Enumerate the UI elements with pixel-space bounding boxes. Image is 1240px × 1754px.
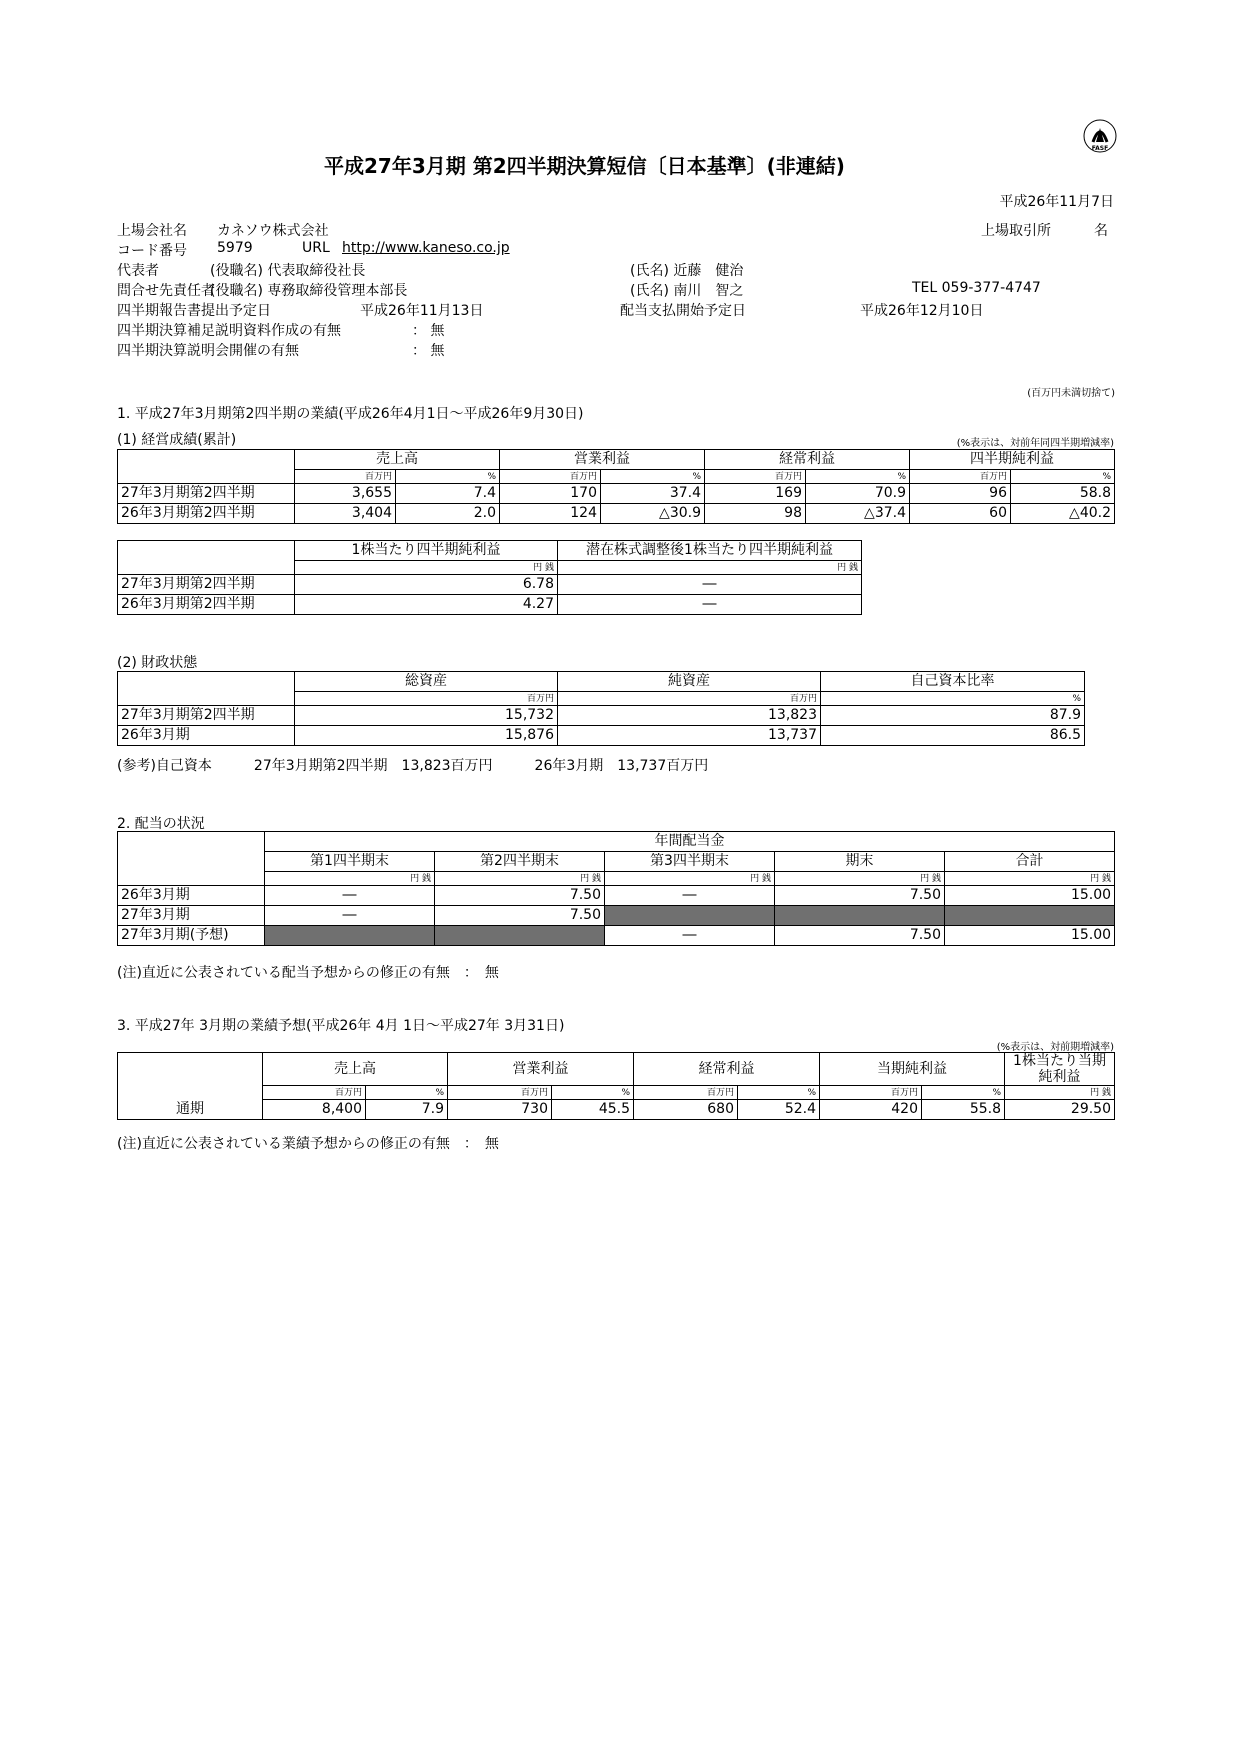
table-cell: 百万円 (295, 470, 396, 484)
contact-name: (氏名) 南川 智之 (630, 283, 744, 299)
table-cell: 百万円 (634, 1086, 738, 1100)
table-cell: 60 (910, 504, 1011, 524)
table-cell: 百万円 (558, 692, 821, 706)
rounding-note: (百万円未満切捨て) (1027, 388, 1115, 399)
table-cell (435, 926, 605, 946)
table-header-row (118, 692, 1085, 706)
header-sales: 売上高 (295, 450, 500, 470)
company-url-link[interactable]: http://www.kaneso.co.jp (342, 240, 510, 256)
table-cell: 70.9 (806, 484, 910, 504)
dividend-start-label: 配当支払開始予定日 (620, 303, 746, 319)
table-header-row (118, 672, 1085, 692)
table-cell: 420 (820, 1100, 922, 1120)
table-header-row (118, 541, 862, 561)
table-cell: 3,655 (295, 484, 396, 504)
table-cell: 37.4 (601, 484, 705, 504)
section3-note-top: (%表示は、対前期増減率) (996, 1042, 1114, 1053)
eps-table (117, 540, 862, 615)
section1-heading: 1. 平成27年3月期第2四半期の業績(平成26年4月1日～平成26年9月30日) (117, 406, 584, 422)
dividend-note: (注)直近に公表されている配当予想からの修正の有無 ： 無 (117, 965, 499, 981)
table-cell: 7.9 (366, 1100, 448, 1120)
meeting-label: 四半期決算説明会開催の有無 (117, 343, 299, 359)
header-eps-forecast-2: 純利益 (1038, 1069, 1081, 1085)
table-header-row (118, 852, 1115, 872)
table-cell: 第3四半期末 (605, 852, 775, 872)
dividend-start-date: 平成26年12月10日 (860, 303, 984, 319)
table-cell (118, 561, 295, 575)
table-cell: 第1四半期末 (265, 852, 435, 872)
table-cell (1005, 1053, 1115, 1086)
contact-title: (役職名) 専務取締役管理本部長 (210, 283, 408, 299)
table-row (118, 906, 1115, 926)
page-title: 平成27年3月期 第2四半期決算短信〔日本基準〕(非連結) (324, 154, 845, 178)
table-cell (118, 1086, 263, 1100)
table-cell: 百万円 (448, 1086, 552, 1100)
table-cell: △40.2 (1011, 504, 1115, 524)
table-cell: 15,732 (295, 706, 558, 726)
financial-position-table (117, 671, 1085, 746)
equity-reference: (参考)自己資本 27年3月期第2四半期 13,823百万円 26年3月期 13,737百万円 (117, 758, 709, 774)
table-header-row (118, 561, 862, 575)
section2-heading: 2. 配当の状況 (117, 816, 205, 832)
table-header-row (118, 872, 1115, 886)
code-value: 5979 (217, 240, 253, 256)
table-cell: 26年3月期 (118, 726, 295, 746)
table-cell (118, 541, 295, 561)
table-cell: 26年3月期第2四半期 (118, 595, 295, 615)
table-cell: 13,737 (558, 726, 821, 746)
fasf-logo (1083, 118, 1117, 154)
table-cell: 6.78 (295, 575, 558, 595)
table-cell: 円 銭 (265, 872, 435, 886)
table-cell: 26年3月期第2四半期 (118, 504, 295, 524)
supplement-value: ： 無 (412, 323, 445, 339)
table-cell: 86.5 (821, 726, 1085, 746)
table-cell: 52.4 (738, 1100, 820, 1120)
table-cell: 円 銭 (295, 561, 558, 575)
table-cell: % (601, 470, 705, 484)
table-cell (118, 832, 265, 852)
table-cell: 96 (910, 484, 1011, 504)
table-cell: ― (605, 886, 775, 906)
table-cell: 45.5 (552, 1100, 634, 1120)
rep-title: (役職名) 代表取締役社長 (210, 263, 366, 279)
table-cell: 170 (500, 484, 601, 504)
table-cell (945, 906, 1115, 926)
table-cell: 7.50 (435, 886, 605, 906)
table-cell: 売上高 (263, 1053, 448, 1086)
table-cell: 169 (705, 484, 806, 504)
table-row (118, 595, 862, 615)
contact-label: 問合せ先責任者 (117, 283, 215, 299)
report-date: 平成26年11月7日 (999, 194, 1114, 210)
table-cell: 7.4 (396, 484, 500, 504)
table-row (118, 484, 1115, 504)
report-filing-date: 平成26年11月13日 (360, 303, 484, 319)
table-cell (118, 1053, 263, 1086)
forecast-note: (注)直近に公表されている業績予想からの修正の有無 ： 無 (117, 1136, 499, 1152)
tel: TEL 059-377-4747 (912, 280, 1041, 296)
exchange-value: 名 (1094, 223, 1108, 239)
table-cell: 7.50 (435, 906, 605, 926)
header-total-assets: 総資産 (295, 672, 558, 692)
table-cell: 680 (634, 1100, 738, 1120)
table-cell: % (821, 692, 1085, 706)
header-operating-income: 営業利益 (500, 450, 705, 470)
table-cell: △37.4 (806, 504, 910, 524)
table-cell: 百万円 (500, 470, 601, 484)
table-cell: % (1011, 470, 1115, 484)
table-cell (605, 906, 775, 926)
table-cell: 27年3月期第2四半期 (118, 484, 295, 504)
table-cell: 15.00 (945, 926, 1115, 946)
table-cell (118, 692, 295, 706)
company-name: カネソウ株式会社 (217, 223, 329, 239)
exchange-label: 上場取引所 (981, 223, 1051, 239)
table-cell: % (738, 1086, 820, 1100)
table-cell: 円 銭 (558, 561, 862, 575)
table-cell: 27年3月期(予想) (118, 926, 265, 946)
table-cell: 27年3月期第2四半期 (118, 706, 295, 726)
header-eps-forecast-1: 1株当たり当期 (1013, 1053, 1106, 1069)
company-name-label: 上場会社名 (117, 223, 187, 239)
table-cell: ― (265, 886, 435, 906)
table-cell: 営業利益 (448, 1053, 634, 1086)
table-cell (118, 872, 265, 886)
table-cell: 27年3月期第2四半期 (118, 575, 295, 595)
table-header-row (118, 470, 1115, 484)
table-cell: 27年3月期 (118, 906, 265, 926)
table-cell: 4.27 (295, 595, 558, 615)
table-cell: % (366, 1086, 448, 1100)
table-cell: 百万円 (263, 1086, 366, 1100)
header-net-income: 四半期純利益 (910, 450, 1115, 470)
table-cell: 7.50 (775, 926, 945, 946)
header-eps: 1株当たり四半期純利益 (295, 541, 558, 561)
table-cell: 87.9 (821, 706, 1085, 726)
table-cell: % (552, 1086, 634, 1100)
table-row (118, 575, 862, 595)
table-cell: △30.9 (601, 504, 705, 524)
logo-text: FASF (1091, 145, 1109, 152)
table-cell: 円 銭 (435, 872, 605, 886)
rep-label: 代表者 (117, 263, 159, 279)
table-cell: % (922, 1086, 1005, 1100)
table-cell: % (396, 470, 500, 484)
forecast-table (117, 1052, 1115, 1120)
table-cell (118, 672, 295, 692)
dividend-table (117, 831, 1115, 946)
table-cell: 百万円 (295, 692, 558, 706)
table-cell: 3,404 (295, 504, 396, 524)
table-row (118, 886, 1115, 906)
table-cell: ― (558, 575, 862, 595)
table-cell: 当期純利益 (820, 1053, 1005, 1086)
table-header-row (118, 1086, 1115, 1100)
header-annual-dividend: 年間配当金 (265, 832, 1115, 852)
table-cell: 29.50 (1005, 1100, 1115, 1120)
table-row (118, 1100, 1115, 1120)
table-cell: 円 銭 (945, 872, 1115, 886)
table-cell (118, 470, 295, 484)
section3-heading: 3. 平成27年 3月期の業績予想(平成26年 4月 1日～平成27年 3月31日) (117, 1018, 565, 1034)
table-corner (118, 450, 295, 470)
table-cell: 第2四半期末 (435, 852, 605, 872)
url-label: URL (302, 240, 330, 256)
rep-name: (氏名) 近藤 健治 (630, 263, 744, 279)
operating-results-table (117, 449, 1115, 524)
table-cell: 13,823 (558, 706, 821, 726)
section1-sub2: (2) 財政状態 (117, 655, 198, 671)
table-row (118, 926, 1115, 946)
table-cell: 2.0 (396, 504, 500, 524)
table-cell: 55.8 (922, 1100, 1005, 1120)
table-cell: 百万円 (820, 1086, 922, 1100)
table-cell: 経常利益 (634, 1053, 820, 1086)
table-cell: 百万円 (910, 470, 1011, 484)
table-cell: 通期 (118, 1100, 263, 1120)
table-header-row (118, 1053, 1115, 1086)
table-cell: % (806, 470, 910, 484)
table-cell: 合計 (945, 852, 1115, 872)
section1-sub1: (1) 経営成績(累計) (117, 432, 237, 448)
supplement-label: 四半期決算補足説明資料作成の有無 (117, 323, 341, 339)
header-ordinary-income: 経常利益 (705, 450, 910, 470)
table-cell: 円 銭 (1005, 1086, 1115, 1100)
table-row (118, 706, 1085, 726)
table-cell: 円 銭 (605, 872, 775, 886)
table-cell: 8,400 (263, 1100, 366, 1120)
table-cell: 百万円 (705, 470, 806, 484)
table-cell: 7.50 (775, 886, 945, 906)
header-diluted-eps: 潜在株式調整後1株当たり四半期純利益 (558, 541, 862, 561)
table-cell: 期末 (775, 852, 945, 872)
table-cell: 98 (705, 504, 806, 524)
table-cell: 26年3月期 (118, 886, 265, 906)
table-header-row (118, 832, 1115, 852)
section1-note: (%表示は、対前年同四半期増減率) (956, 438, 1114, 449)
table-row (118, 726, 1085, 746)
header-equity-ratio: 自己資本比率 (821, 672, 1085, 692)
table-cell: 15.00 (945, 886, 1115, 906)
table-header-row (118, 450, 1115, 470)
meeting-value: ： 無 (412, 343, 445, 359)
header-net-assets: 純資産 (558, 672, 821, 692)
table-cell (265, 926, 435, 946)
table-cell: 730 (448, 1100, 552, 1120)
report-filing-label: 四半期報告書提出予定日 (117, 303, 271, 319)
table-row (118, 504, 1115, 524)
table-cell (775, 906, 945, 926)
table-cell: ― (265, 906, 435, 926)
table-cell: 124 (500, 504, 601, 524)
table-cell: 円 銭 (775, 872, 945, 886)
code-label: コード番号 (117, 243, 187, 259)
table-cell: 15,876 (295, 726, 558, 746)
table-cell: ― (605, 926, 775, 946)
table-cell: ― (558, 595, 862, 615)
table-cell: 58.8 (1011, 484, 1115, 504)
table-cell (118, 852, 265, 872)
